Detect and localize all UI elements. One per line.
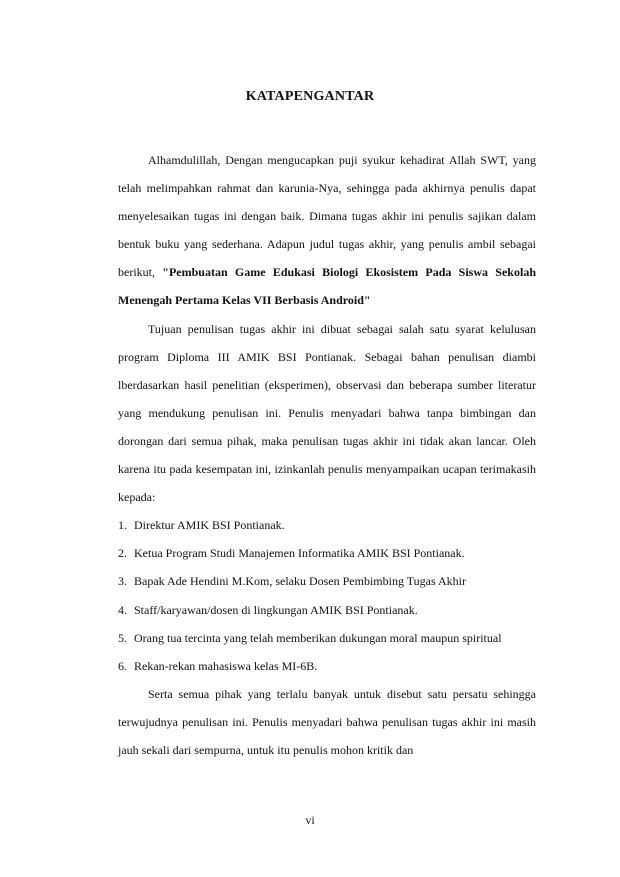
paragraph-opening: [118, 146, 536, 315]
thanks-list: [118, 511, 536, 680]
list-item-text: Rekan-rekan mahasiswa kelas MI-6B.: [134, 658, 318, 673]
list-item-number: 2.: [118, 546, 127, 561]
list-item-number: 5.: [118, 630, 127, 645]
list-item: [118, 567, 536, 595]
list-item: [118, 596, 536, 624]
paragraph-opening-text: Alhamdulillah, Dengan mengucapkan puji syukur kehadirat Allah SWT, yang telah melimpahkan rahmat dan karunia-Nya, sehingga pada akhirnya penulis dapat menyelesaikan tugas ini dengan baik. Dimana tugas akhir ini penulis sajikan dalam bentuk buku yang sederhana. Adapun judul tugas akhir, yang penulis ambil sebagai berikut,: [118, 153, 536, 280]
list-item-number: 4.: [118, 602, 127, 617]
list-item-number: 3.: [118, 574, 127, 589]
list-item-number: 6.: [118, 658, 127, 673]
thesis-title: "Pembuatan Game Edukasi Biologi Ekosistem Pada Siswa Sekolah Menengah Pertama Kelas VII Berbasis Android": [118, 265, 536, 308]
list-item: [118, 511, 536, 539]
page-title: KATAPENGANTAR: [245, 89, 375, 104]
list-item: [118, 624, 536, 652]
list-item-text: Bapak Ade Hendini M.Kom, selaku Dosen Pembimbing Tugas Akhir: [134, 574, 466, 589]
list-item-text: Direktur AMIK BSI Pontianak.: [134, 518, 285, 533]
list-item-text: Orang tua tercinta yang telah memberikan dukungan moral maupun spiritual: [134, 630, 502, 645]
list-item-number: 1.: [118, 518, 127, 533]
paragraph-purpose: Tujuan penulisan tugas akhir ini dibuat sebagai salah satu syarat kelulusan program Diploma III AMIK BSI Pontianak. Sebagai bahan penulisan diambi lberdasarkan hasil penelitian (eksperimen), observasi dan beberapa sumber literatur yang mendukung penulisan ini. Penulis menyadari bahwa tanpa bimbingan dan dorongan dari semua pihak, maka penulisan tugas akhir ini tidak akan lancar. Oleh karena itu pada kesempatan ini, izinkanlah penulis menyampaikan ucapan terimakasih kepada:: [118, 321, 536, 505]
document-body: [118, 146, 536, 764]
page-number: vi: [305, 813, 315, 827]
list-item-text: Ketua Program Studi Manajemen Informatika AMIK BSI Pontianak.: [134, 546, 465, 561]
list-item: [118, 539, 536, 567]
list-item-text: Staff/karyawan/dosen di lingkungan AMIK BSI Pontianak.: [134, 602, 418, 617]
list-item: [118, 652, 536, 680]
paragraph-closing: Serta semua pihak yang terlalu banyak untuk disebut satu persatu sehingga terwujudnya penulisan ini. Penulis menyadari bahwa penulisan tugas akhir ini masih jauh sekali dari sempurna, untuk itu penulis mohon kritik dan: [118, 686, 536, 757]
